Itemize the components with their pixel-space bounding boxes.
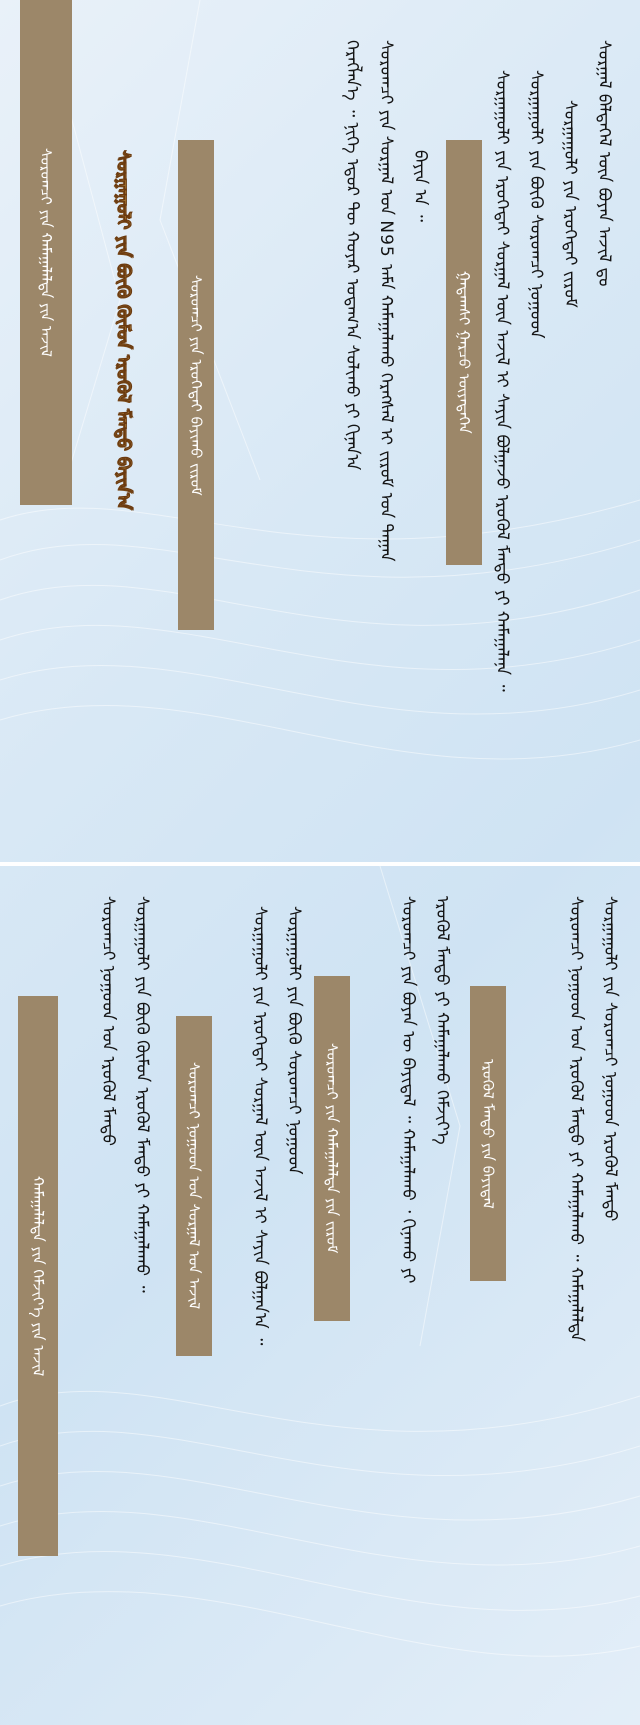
slogan-text: ᠰᠤᠷᠭᠠᠭᠤᠯᠢ ᠶᠢᠨ ᠪᠦᠬᠦ ᠬᠦᠮᠦᠨ ᠡᠷᠦᠭᠦᠯ ᠮᠡᠨᠳᠦ ᠪᠠᠶᠢᠨ᠎ᠠ — [113, 150, 134, 510]
text-column: ᠰᠤᠷᠭᠠᠭᠤᠯᠢ ᠶᠢᠨ ᠪᠦᠬᠦ ᠰᠤᠷᠤᠭᠴᠢ ᠨᠤᠭᠤᠳ — [284, 906, 304, 1175]
text-column: ᠰᠤᠷᠭᠠᠭᠤᠯᠢ ᠶᠢᠨ ᠪᠦᠬᠦ ᠰᠤᠷᠤᠭᠴᠢ ᠨᠤᠭᠤᠳ — [526, 70, 546, 339]
text-column: ᠰᠤᠷᠭᠠᠯ ᠪᠡᠯᠲᠡᠭᠡᠯ ᠦᠨ ᠪᠤᠶᠠᠨ ᠠᠵᠢᠯ ᠳᠤ — [594, 40, 614, 287]
text-column: ᠰᠤᠷᠤᠭᠴᠢ ᠶᠢᠨ ᠰᠤᠷᠭᠠᠯ ᠤᠨ N95 ᠠᠮᠠ ᠬᠠᠮᠠᠭᠠᠯᠠᠬᠤ ᠬᠡᠷᠡᠭᠰᠡᠯ ᠢ ᠵᠢᠷᠤᠮ ᠤᠨ ᠳᠠᠭᠠᠨ — [376, 40, 396, 562]
section-heading-box: ᠰᠤᠷᠤᠭᠴᠢ ᠶᠢᠨ ᠡᠷᠦᠬᠡᠲᠡᠢ ᠪᠠᠶᠢᠬᠤ ᠵᠢᠷᠤᠮ — [178, 140, 214, 630]
section-heading-box: ᠰᠤᠷᠤᠭᠴᠢ ᠨᠤᠭᠤᠳ ᠤᠨ ᠰᠤᠷᠭᠠᠯ ᠤᠨ ᠠᠵᠢᠯ — [176, 1016, 212, 1356]
text-column: ᠰᠤᠷᠭᠠᠭᠤᠯᠢ ᠶᠢᠨ ᠡᠷᠦᠬᠡᠲᠡᠢ ᠵᠢᠷᠤᠮ — [560, 100, 580, 308]
text-column: ᠡᠷᠦᠭᠦᠯ ᠮᠡᠨᠳᠦ ᠶᠢ ᠬᠠᠮᠠᠭᠠᠯᠠᠬᠤ ᠬᠡᠮᠵᠢᠶ᠎ᠡ — [432, 896, 452, 1145]
text-column: ᠰᠤᠷᠭᠠᠭᠤᠯᠢ ᠶᠢᠨ ᠡᠷᠦᠬᠡᠲᠡᠢ ᠰᠤᠷᠭᠠᠯ ᠦᠨ ᠠᠵᠢᠯ ᠢ ᠰᠠᠶᠢᠨ ᠪᠤᠯᠭᠠᠵᠤ ᠡᠷᠦᠭᠦᠯ ᠮᠡᠨᠳᠦ ᠶᠢ ᠬᠠᠮᠠᠭᠠᠯᠠᠨᠠ ᠃ — [492, 70, 512, 692]
text-column: ᠰᠤᠷᠤᠭᠴᠢ ᠶᠢᠨ ᠪᠤᠶᠠᠨ ᠦ ᠪᠠᠶᠢᠳᠠᠯ ᠃ ᠬᠠᠮᠠᠭᠠᠯᠠᠬᠤ ᠂ ᠬᠢᠨᠠᠬᠤ ᠶᠢ — [398, 896, 418, 1284]
section-heading-box: ᠡᠷᠦᠭᠦᠯ ᠮᠡᠨᠳᠦ ᠶᠢᠨ ᠪᠠᠶᠢᠳᠠᠯ — [470, 986, 506, 1281]
text-column: ᠰᠤᠷᠭᠠᠭᠤᠯᠢ ᠶᠢᠨ ᠡᠷᠦᠬᠡᠲᠡᠢ ᠰᠤᠷᠭᠠᠯ ᠦᠨ ᠠᠵᠢᠯ ᠢ ᠰᠠᠶᠢᠨ ᠪᠤᠯᠭᠠᠨ᠎ᠠ ᠃ — [250, 906, 270, 1346]
text-column: ᠰᠤᠷᠤᠭᠴᠢ ᠨᠤᠭᠤᠳ ᠤᠨ ᠡᠷᠦᠭᠦᠯ ᠮᠡᠨᠳᠦ ᠶᠢ ᠬᠠᠮᠠᠭᠠᠯᠠᠬᠤ ᠃ ᠬᠠᠮᠠᠭᠠᠯᠠᠯᠲᠠ — [566, 896, 586, 1342]
section-heading-box: ᠭᠠᠳᠠᠭᠰᠢ ᠭᠠᠷᠴᠤ ᠦᠶᠡᠳᠡᠭᠡᠨ — [446, 140, 482, 565]
section-heading-box: ᠬᠠᠮᠠᠭᠠᠯᠠᠯᠲᠠ ᠶᠢᠨ ᠬᠡᠮᠵᠢᠶ᠎ᠡ ᠶᠢᠨ ᠠᠵᠢᠯ — [18, 996, 58, 1556]
text-column: ᠰᠤᠷᠭᠠᠭᠤᠯᠢ ᠶᠢᠨ ᠪᠦᠬᠦ ᠬᠦᠮᠦᠨ ᠡᠷᠦᠭᠦᠯ ᠮᠡᠨᠳᠦ ᠶᠢ ᠬᠠᠮᠠᠭᠠᠯᠠᠬᠤ ᠃ — [132, 896, 152, 1293]
text-column: ᠰᠤᠷᠭᠠᠭᠤᠯᠢ ᠶᠢᠨ ᠰᠤᠷᠤᠭᠴᠢ ᠨᠤᠭᠤᠳ ᠡᠷᠦᠭᠦᠯ ᠮᠡᠨᠳᠦ — [600, 896, 620, 1222]
text-column: ᠰᠤᠷᠤᠭᠴᠢ ᠨᠤᠭᠤᠳ ᠤᠨ ᠡᠷᠦᠭᠦᠯ ᠮᠡᠨᠳᠦ — [98, 896, 118, 1147]
section-heading-box: ᠰᠤᠷᠤᠭᠴᠢ ᠶᠢᠨ ᠬᠠᠮᠠᠭᠠᠯᠠᠯᠲᠠ ᠶᠢᠨ ᠵᠢᠷᠤᠮ — [314, 976, 350, 1321]
top-panel — [0, 0, 640, 862]
section-heading-box: ᠰᠤᠷᠤᠭᠴᠢ ᠶᠢᠨ ᠬᠠᠮᠠᠭᠠᠯᠠᠯᠲᠠ ᠶᠢᠨ ᠠᠵᠢᠯ — [20, 0, 72, 505]
text-column: ᠪᠠᠶᠢᠨ ᠠ ᠃ — [410, 150, 430, 222]
bottom-panel — [0, 862, 640, 1725]
text-column: ᠬᠡᠷᠡᠭᠯᠡᠨ᠎ᠡ ᠃ ᠨᠢᠭᠡ ᠡᠳᠦᠷ ᠲᠦ ᠬᠤᠶᠠᠷ ᠤᠳᠠᠭ᠎ᠠ ᠰᠤᠯᠢᠬᠤ ᠶᠢ ᠬᠢᠨᠠᠨ᠎ᠠ — [342, 40, 362, 471]
